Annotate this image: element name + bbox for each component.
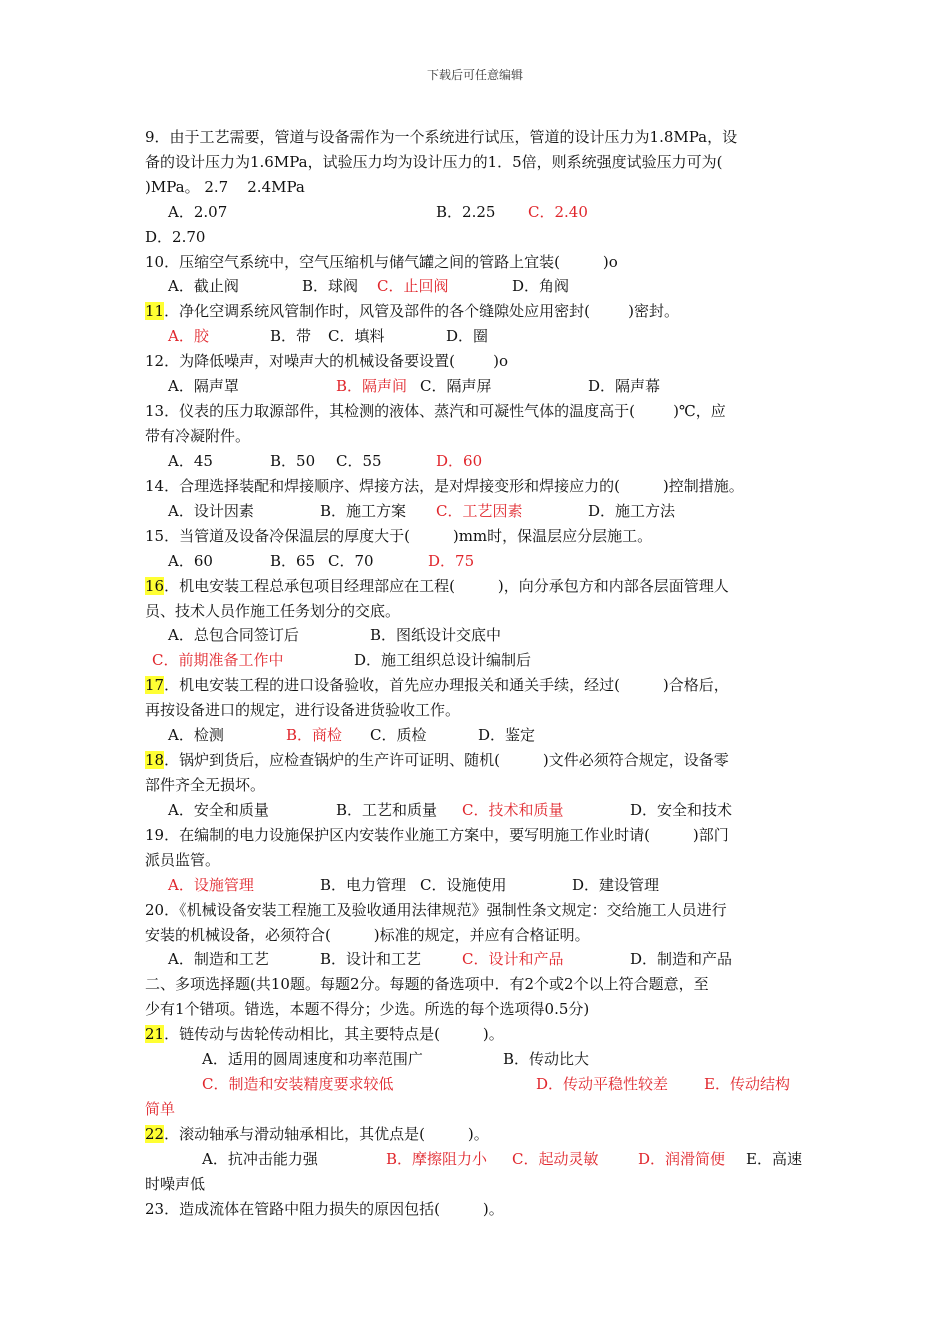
- q12-option-b-answer: B．隔声间: [336, 377, 408, 395]
- q17-line2: 再按设备进口的规定，进行设备进货验收工作。: [145, 701, 461, 719]
- page-header: 下载后可任意编辑: [426, 68, 523, 82]
- q14-option-a: A．设计因素: [168, 502, 254, 520]
- q10-option-c-answer: C．止回阀: [377, 277, 449, 295]
- q16-option-b: B．图纸设计交底中: [370, 626, 502, 644]
- q22-option-a: A．抗冲击能力强: [202, 1150, 318, 1168]
- q18-text: ．锅炉到货后，应检查锅炉的生产许可证明、随机( )文件必须符合规定，设备零: [164, 751, 729, 769]
- q21-option-c-answer: C．制造和安装精度要求较低: [202, 1075, 394, 1093]
- q13-option-b: B．50: [270, 452, 316, 470]
- q17-option-c: C．质检: [370, 726, 427, 744]
- q15-option-c: C．70: [328, 552, 374, 570]
- q9-line2: 备的设计压力为1.6MPa，试验压力均为设计压力的1．5倍，则系统强度试验压力可为(: [145, 153, 723, 171]
- q12-option-c: C．隔声屏: [420, 377, 492, 395]
- q16-number-highlight: 16: [145, 577, 165, 595]
- q22-option-e: E．高速: [746, 1150, 802, 1168]
- q9-option-b: B．2.25: [436, 203, 496, 221]
- q19-option-d: D．建设管理: [572, 876, 660, 894]
- q22-text: ．滚动轴承与滑动轴承相比，其优点是( )。: [164, 1125, 489, 1143]
- q14-option-b: B．施工方案: [320, 502, 407, 520]
- q20-line1: 20．《机械设备安装工程施工及验收通用法律规范》强制性条文规定：交给施工人员进行: [145, 901, 727, 919]
- q19-line2: 派员监管。: [145, 851, 221, 869]
- q10-option-a: A．截止阀: [168, 277, 239, 295]
- q21-option-a: A．适用的圆周速度和功率范围广: [202, 1050, 423, 1068]
- q15-option-a: A．60: [168, 552, 213, 570]
- q18-option-b: B．工艺和质量: [336, 801, 438, 819]
- q22-option-e-cont: 时噪声低: [145, 1175, 206, 1193]
- q17-number-highlight: 17: [145, 676, 165, 694]
- q17-line1: [145, 675, 729, 695]
- q23-stem: 23．造成流体在管路中阻力损失的原因包括( )。: [145, 1200, 504, 1218]
- q17-option-b-answer: B．商检: [286, 726, 343, 744]
- q22-number-highlight: 22: [145, 1125, 165, 1143]
- q13-option-d-answer: D．60: [436, 452, 483, 470]
- q22-option-c-answer: C．起动灵敏: [512, 1150, 599, 1168]
- q21-stem: [145, 1024, 504, 1044]
- q11-text: ．净化空调系统风管制作时，风管及部件的各个缝隙处应用密封( )密封。: [164, 302, 679, 320]
- q16-option-d: D．施工组织总设计编制后: [354, 651, 532, 669]
- q13-option-c: C．55: [336, 452, 382, 470]
- q19-line1: 19．在编制的电力设施保护区内安装作业施工方案中，要写明施工作业时请( )部门: [145, 826, 729, 844]
- q18-option-c-answer: C．技术和质量: [462, 801, 564, 819]
- q14-option-c-answer: C．工艺因素: [436, 502, 523, 520]
- q20-option-b: B．设计和工艺: [320, 950, 422, 968]
- q20-option-c-answer: C．设计和产品: [462, 950, 564, 968]
- q21-number-highlight: 21: [145, 1025, 165, 1043]
- q13-option-a: A．45: [168, 452, 213, 470]
- q17-option-d: D．鉴定: [478, 726, 536, 744]
- q18-line1: [145, 750, 729, 770]
- q20-option-a: A．制造和工艺: [168, 950, 269, 968]
- q18-number-highlight: 18: [145, 751, 165, 769]
- q21-option-e-answer-cont: 简单: [145, 1100, 176, 1118]
- q19-option-a-answer: A．设施管理: [168, 876, 254, 894]
- q9-option-a: A．2.07: [168, 203, 228, 221]
- q16-option-c-answer: C．前期准备工作中: [152, 651, 284, 669]
- q22-option-b-answer: B．摩擦阻力小: [386, 1150, 488, 1168]
- q11-option-d: D．圈: [446, 327, 489, 345]
- q21-option-e-answer: E．传动结构: [704, 1075, 790, 1093]
- q11-option-b: B．带: [270, 327, 312, 345]
- q10-option-d: D．角阀: [512, 277, 570, 295]
- q11-option-a-answer: A．胶: [168, 327, 209, 345]
- q11-number-highlight: 11: [145, 302, 165, 320]
- q11-stem: [145, 301, 679, 321]
- q9-option-c-answer: C．2.40: [528, 203, 588, 221]
- q9-option-d: D．2.70: [145, 228, 206, 246]
- q18-option-a: A．安全和质量: [168, 801, 269, 819]
- q12-stem: 12．为降低噪声，对噪声大的机械设备要设置( )o: [145, 352, 508, 370]
- q13-line1: 13．仪表的压力取源部件，其检测的液体、蒸汽和可凝性气体的温度高于( )℃，应: [145, 402, 726, 420]
- q18-line2: 部件齐全无损坏。: [145, 776, 266, 794]
- section2-heading-line1: 二、多项选择题(共10题。每题2分。每题的备选项中．有2个或2个以上符合题意，至: [145, 975, 709, 993]
- q18-option-d: D．安全和技术: [630, 801, 733, 819]
- q9-line1: 9．由于工艺需要，管道与设备需作为一个系统进行试压，管道的设计压力为1.8MPa，设: [145, 128, 738, 146]
- q10-stem: 10．压缩空气系统中，空气压缩机与储气罐之间的管路上宜装( )o: [145, 253, 618, 271]
- q16-line1: [145, 576, 729, 596]
- q14-option-d: D．施工方法: [588, 502, 676, 520]
- q22-stem: [145, 1124, 489, 1144]
- q21-option-d-answer: D．传动平稳性较差: [536, 1075, 669, 1093]
- q20-option-d: D．制造和产品: [630, 950, 733, 968]
- q12-option-a: A．隔声罩: [168, 377, 239, 395]
- q21-option-b: B．传动比大: [503, 1050, 590, 1068]
- q15-stem: 15．当管道及设备冷保温层的厚度大于( )mm时，保温层应分层施工。: [145, 527, 653, 545]
- q19-option-c: C．设施使用: [420, 876, 507, 894]
- q19-option-b: B．电力管理: [320, 876, 407, 894]
- q16-line2: 员、技术人员作施工任务划分的交底。: [145, 602, 401, 620]
- section2-heading-line2: 少有1个错项。错选，本题不得分；少选。所选的每个选项得0.5分): [145, 1000, 590, 1018]
- q13-line2: 带有冷凝附件。: [145, 427, 251, 445]
- q15-option-d-answer: D．75: [428, 552, 475, 570]
- q12-option-d: D．隔声幕: [588, 377, 661, 395]
- q21-text: ．链传动与齿轮传动相比，其主要特点是( )。: [164, 1025, 504, 1043]
- q17-option-a: A．检测: [168, 726, 224, 744]
- q16-text: ．机电安装工程总承包项目经理部应在工程( )，向分承包方和内部各层面管理人: [164, 577, 729, 595]
- q9-line3: )MPa。 2.7 2.4MPa: [145, 178, 305, 196]
- q11-option-c: C．填料: [328, 327, 385, 345]
- q17-text: ．机电安装工程的进口设备验收，首先应办理报关和通关手续，经过( )合格后，: [164, 676, 729, 694]
- q22-option-d-answer: D．润滑简便: [638, 1150, 726, 1168]
- q20-line2: 安装的机械设备，必须符合( )标准的规定，并应有合格证明。: [145, 926, 590, 944]
- q16-option-a: A．总包合同签订后: [168, 626, 299, 644]
- q15-option-b: B．65: [270, 552, 316, 570]
- q10-option-b: B．球阀: [302, 277, 359, 295]
- q14-stem: 14．合理选择装配和焊接顺序、焊接方法，是对焊接变形和焊接应力的( )控制措施。: [145, 477, 744, 495]
